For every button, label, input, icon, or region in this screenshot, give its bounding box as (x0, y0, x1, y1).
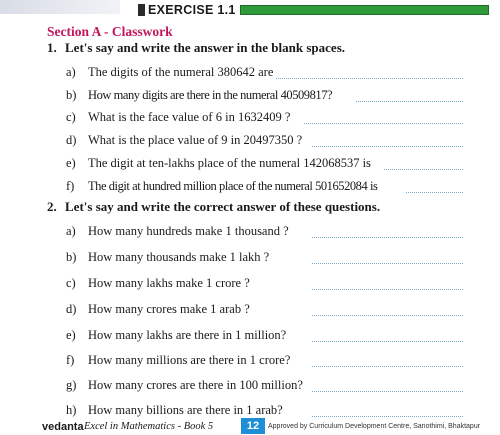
header-bar-left (138, 4, 145, 16)
q2-g-answer-blank[interactable] (312, 391, 463, 392)
item-letter: f) (66, 179, 75, 193)
item-letter: h) (66, 403, 77, 417)
page-footer (0, 418, 500, 435)
q2-h-answer-blank[interactable] (312, 416, 463, 417)
item-letter: b) (66, 88, 77, 102)
item-text: How many lakhs make 1 crore ? (88, 276, 250, 290)
item-text: The digits of the numeral 380642 are (88, 65, 274, 79)
item-text: How many lakhs are there in 1 million? (88, 328, 287, 342)
header-decoration (0, 0, 120, 14)
q2-e-answer-blank[interactable] (312, 341, 463, 342)
q1-item-f (66, 179, 377, 194)
item-text: How many thousands make 1 lakh ? (88, 250, 270, 264)
question-2-heading (47, 199, 380, 215)
q2-item-c (66, 276, 250, 291)
q1-item-c (66, 110, 290, 125)
q1-a-answer-blank[interactable] (276, 78, 463, 79)
item-text: The digit at hundred million place of the numeral 501652084 is (88, 179, 378, 193)
item-letter: a) (66, 65, 76, 79)
item-letter: b) (66, 250, 77, 264)
item-letter: e) (66, 156, 76, 170)
book-title: Excel in Mathematics - Book 5 (84, 421, 214, 432)
q1-item-e (66, 156, 371, 171)
header-bar-right (240, 5, 489, 15)
q2-item-g (66, 378, 303, 393)
q1-item-b (66, 88, 332, 103)
q1-item-d (66, 133, 302, 148)
item-text: The digit at ten-lakhs place of the numeral 142068537 is (88, 156, 371, 170)
page-number: 12 (241, 418, 265, 434)
q1-e-answer-blank[interactable] (384, 169, 463, 170)
q2-c-answer-blank[interactable] (312, 289, 463, 290)
q2-b-answer-blank[interactable] (312, 263, 463, 264)
item-text: How many millions are there in 1 crore? (88, 353, 291, 367)
item-letter: e) (66, 328, 76, 342)
item-letter: d) (66, 133, 77, 147)
q2-item-f (66, 353, 290, 368)
q1-b-answer-blank[interactable] (356, 101, 463, 102)
q1-c-answer-blank[interactable] (304, 123, 463, 124)
exercise-title: EXERCISE 1.1 (148, 2, 236, 17)
question-1-number: 1. (47, 40, 57, 55)
item-letter: c) (66, 276, 76, 290)
question-1-heading (47, 40, 345, 56)
item-letter: f) (66, 353, 75, 367)
q2-item-h (66, 403, 283, 418)
q2-a-answer-blank[interactable] (312, 237, 463, 238)
item-text: How many billions are there in 1 arab? (88, 403, 283, 417)
item-text: What is the face value of 6 in 1632409 ? (88, 110, 291, 124)
question-1-text: Let's say and write the answer in the blank spaces. (65, 40, 346, 55)
item-text: How many digits are there in the numeral 40509817? (88, 88, 333, 102)
item-letter: a) (66, 224, 76, 238)
q2-f-answer-blank[interactable] (312, 366, 463, 367)
q2-item-b (66, 250, 269, 265)
q1-d-answer-blank[interactable] (312, 146, 463, 147)
section-title: Section A - Classwork (47, 24, 173, 39)
item-letter: g) (66, 378, 77, 392)
item-letter: d) (66, 302, 77, 316)
question-2-text: Let's say and write the correct answer of these questions. (65, 199, 381, 214)
exercise-header (138, 3, 489, 16)
q2-item-e (66, 328, 286, 343)
item-text: How many crores make 1 arab ? (88, 302, 250, 316)
q1-item-a (66, 65, 273, 80)
q1-f-answer-blank[interactable] (406, 192, 463, 193)
item-text: What is the place value of 9 in 20497350 ? (88, 133, 303, 147)
question-2-number: 2. (47, 199, 57, 214)
q2-item-d (66, 302, 250, 317)
item-text: How many crores are there in 100 million? (88, 378, 303, 392)
approval-note: Approved by Curriculum Development Centre, Sanothimi, Bhaktapur (268, 423, 481, 430)
item-letter: c) (66, 110, 76, 124)
q2-item-a (66, 224, 289, 239)
brand-logo: vedanta (42, 421, 84, 433)
q2-d-answer-blank[interactable] (312, 315, 463, 316)
item-text: How many hundreds make 1 thousand ? (88, 224, 289, 238)
